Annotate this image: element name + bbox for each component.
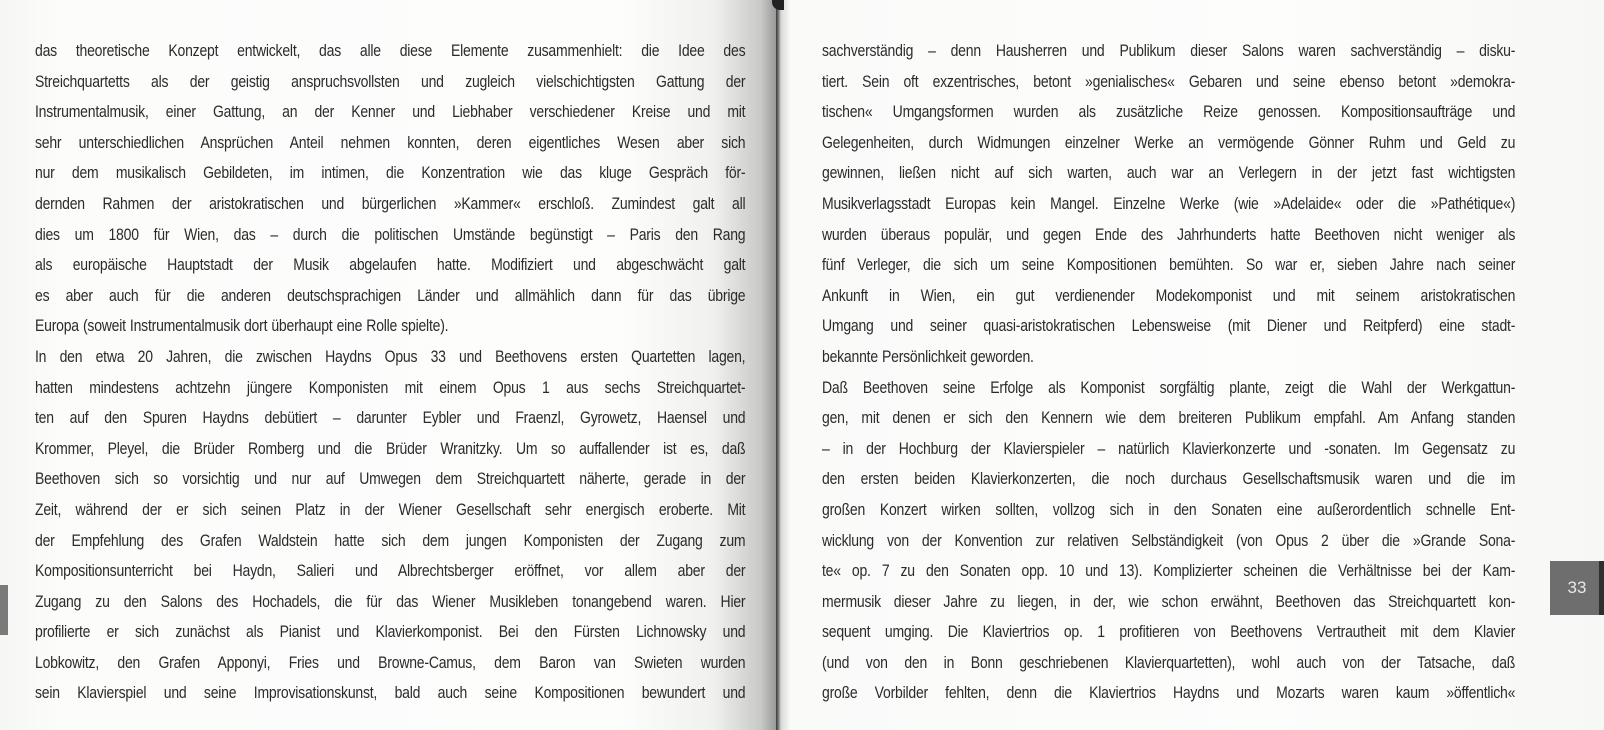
text-line: Lobkowitz, den Grafen Apponyi, Fries und Browne-Camus, dem Baron van Swieten wurden (35, 653, 746, 672)
text-line: Ankunft in Wien, ein gut verdienender Modekomponist und mit seinem aristokratischen (822, 286, 1516, 305)
page-number: 33 (1550, 561, 1604, 615)
text-line: mermusik dieser Jahre zu liegen, in der, wie schon erwähnt, Beethoven das Streichquartett kon- (822, 592, 1516, 611)
text-line: sein Klavierspiel und seine Improvisationskunst, bald auch seine Kompositionen bewundert und (35, 684, 746, 703)
text-line: Daß Beethoven seine Erfolge als Komponist sorgfältig plante, zeigt die Wahl der Werkgattun- (822, 378, 1516, 397)
text-line: profilierte er sich zunächst als Pianist und Klavierkomponist. Bei den Fürsten Lichnowsky und (35, 623, 746, 642)
text-line: der Empfehlung des Grafen Waldstein hatte sich dem jungen Komponisten der Zugang zum (35, 531, 746, 550)
text-line: als europäische Hauptstadt der Musik abgelaufen hatte. Modifiziert und abgeschwächt galt (35, 256, 746, 275)
text-line: wicklung von der Konvention zur relativen Selbständigkeit (von Opus 2 über die »Grande Sona- (822, 531, 1516, 550)
text-line: dies um 1800 für Wien, das – durch die politischen Umstände begünstigt – Paris den Rang (35, 225, 746, 244)
text-line: bekannte Persönlichkeit geworden. (822, 347, 1034, 366)
text-line: Zeit, während der er sich seinen Platz in der Wiener Gesellschaft sehr energisch eroberte. Mit (35, 500, 746, 519)
text-line: den ersten beiden Klavierkonzerten, die noch durchaus Gesellschaftsmusik waren und die im (822, 470, 1516, 489)
text-line: es aber auch für die anderen deutschsprachigen Länder und allmählich dann für das übrige (35, 286, 746, 305)
thumb-index-marker (0, 585, 8, 635)
text-line: dernden Rahmen der aristokratischen und bürgerlichen »Kammer« erschloß. Zumindest galt all (35, 194, 746, 213)
text-line: te« op. 7 zu den Sonaten opp. 10 und 13). Komplizierter scheinen die Verhältnisse bei der Kam- (822, 562, 1516, 581)
text-line: wurden überaus populär, und gegen Ende des Jahrhunderts hatte Beethoven nicht weniger als (822, 225, 1516, 244)
left-page (0, 0, 776, 730)
text-line: Streichquartetts als der geistig anspruchsvollsten und zugleich vielschichtigsten Gattung der (35, 72, 746, 91)
left-page-text (35, 36, 745, 709)
text-line: sequent umging. Die Klaviertrios op. 1 profitieren von Beethovens Vertrautheit mit dem Klavier (822, 623, 1516, 642)
text-line: großen Konzert wirken sollten, vollzog sich in den Sonaten eine außerordentlich schnelle Ent- (822, 500, 1516, 519)
text-line: Umgang und seiner quasi-aristokratischen Lebensweise (mit Diener und Reitpferd) eine stadt- (822, 317, 1516, 336)
text-line: hatten mindestens achtzehn jüngere Komponisten mit einem Opus 1 aus sechs Streichquartet- (35, 378, 746, 397)
text-line: das theoretische Konzept entwickelt, das alle diese Elemente zusammenhielt: die Idee des (35, 42, 746, 60)
text-line: große Vorbilder fehlten, denn die Klaviertrios Haydns und Mozarts waren kaum »öffentlich« (822, 684, 1516, 703)
text-line: nur dem musikalisch Gebildeten, im intimen, die Konzentration wie das kluge Gespräch för- (35, 164, 746, 183)
text-line: fünf Verleger, die sich um seine Kompositionen bemühten. So war er, sieben Jahre nach seiner (822, 256, 1516, 275)
text-line: gewinnen, ließen nicht auf sich warten, auch war an Verlegern in der jetzt fast wichtigsten (822, 164, 1516, 183)
text-line: sachverständig – denn Hausherren und Publikum dieser Salons waren sachverständig – disku- (822, 42, 1516, 60)
text-line: (und von den in Bonn geschriebenen Klavierquartetten), wohl auch von der Tatsache, daß (822, 653, 1516, 672)
text-line: Beethoven sich so vorsichtig und nur auf Umwegen dem Streichquartett näherte, gerade in der (35, 470, 746, 489)
text-line: Kompositionsunterricht bei Haydn, Salieri und Albrechtsberger eröffnet, vor allem aber der (35, 562, 746, 581)
text-line: – in der Hochburg der Klavierspieler – natürlich Klavierkonzerte und -sonaten. Im Gegensatz zu (822, 439, 1516, 458)
text-line: Gelegenheiten, durch Widmungen einzelner Werke an vermögende Gönner Ruhm und Geld zu (822, 133, 1516, 152)
text-line: Zugang zu den Salons des Hochadels, die für das Wiener Musikleben tonangebend waren. Hier (35, 592, 746, 611)
right-page-text (822, 36, 1515, 709)
right-page (776, 0, 1604, 730)
text-line: Instrumentalmusik, einer Gattung, an der Kenner und Liebhaber verschiedener Kreise und mit (35, 103, 746, 122)
text-line: In den etwa 20 Jahren, die zwischen Haydns Opus 33 und Beethovens ersten Quartetten lagen, (35, 347, 746, 366)
text-line: tischen« Umgangsformen wurden als zusätzliche Reize genossen. Kompositionsaufträge und (822, 103, 1516, 122)
text-line: Europa (soweit Instrumentalmusik dort überhaupt eine Rolle spielte). (35, 317, 449, 336)
text-line: tiert. Sein oft exzentrisches, betont »genialisches« Gebaren und seine ebenso betont »demokra- (822, 72, 1516, 91)
text-line: sehr unterschiedlichen Ansprüchen Anteil nehmen konnten, deren eigentliches Wesen aber sich (35, 133, 746, 152)
text-line: Krommer, Pleyel, die Brüder Romberg und die Brüder Wranitzky. Um so auffallender ist es, daß (35, 439, 746, 458)
text-line: Musikverlagsstadt Europas kein Mangel. Einzelne Werke (wie »Adelaide« oder die »Pathétique«) (822, 194, 1516, 213)
text-line: ten auf den Spuren Haydns debütiert – darunter Eybler und Fraenzl, Gyrowetz, Haensel und (35, 409, 746, 428)
text-line: gen, mit denen er sich den Kennern wie dem breiteren Publikum empfahl. Am Anfang standen (822, 409, 1516, 428)
